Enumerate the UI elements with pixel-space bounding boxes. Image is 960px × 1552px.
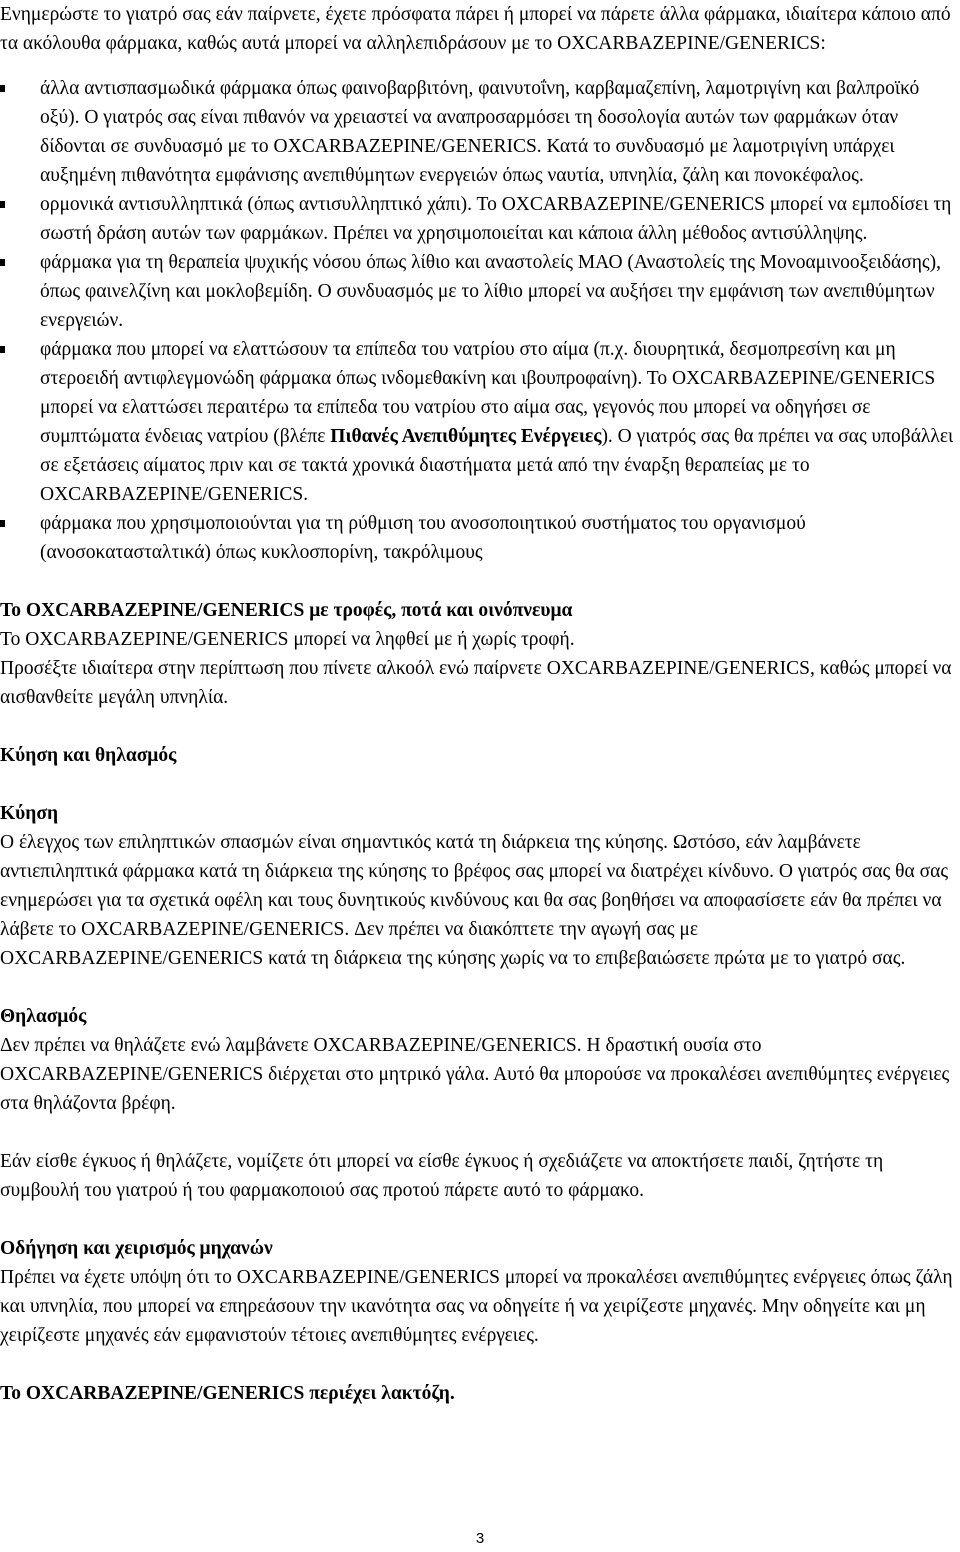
- list-item-text: φάρμακα που χρησιμοποιούνται για τη ρύθμιση του ανοσοποιητικού συστήματος του οργανισμού (ανοσοκατασταλτικά) όπως κυκλοσπορίνη, τακρόλιμους: [40, 513, 806, 563]
- breastfeeding-section: [0, 1002, 958, 1118]
- square-bullet-icon: [0, 259, 5, 266]
- list-item: [0, 74, 958, 190]
- list-item-text: φάρμακα που μπορεί να ελαττώσουν τα επίπεδα του νατρίου στο αίμα (π.χ. διουρητικά, δεσμοπρεσίνη και μη στεροειδή αντιφλεγμονώδη φάρμακα όπως ινδομεθακίνη και ιβουπροφαίνη). Το OXCARBAZEPINE/GENERICS μπορεί να ελαττώσει περαιτέρω τα επίπεδα του νατρίου στο αίμα σας, γεγονός που μπορεί να οδηγήσει σε συμπτώματα ένδειας νατρίου (βλέπε: [40, 339, 936, 447]
- breastfeeding-heading: Θηλασμός: [0, 1006, 87, 1027]
- list-item: [0, 509, 958, 567]
- lactose-statement: Το OXCARBAZEPINE/GENERICS περιέχει λακτόζη.: [0, 1383, 455, 1404]
- square-bullet-icon: [0, 520, 5, 527]
- square-bullet-icon: [0, 346, 5, 353]
- list-item-text: φάρμακα για τη θεραπεία ψυχικής νόσου όπως λίθιο και αναστολείς ΜΑΟ (Αναστολείς της Μονοαμινοοξειδάσης), όπως φαινελζίνη και μοκλοβεμίδη. Ο συνδυασμός με το λίθιο μπορεί να αυξήσει την εμφάνιση των ανεπιθύμητων ενεργειών.: [40, 252, 942, 331]
- pregnancy-section: [0, 799, 958, 973]
- list-item-text: άλλα αντισπασμωδικά φάρμακα όπως φαινοβαρβιτόνη, φαινυτοΐνη, καρβαμαζεπίνη, λαμοτριγίνη και βαλπροϊκό οξύ). Ο γιατρός σας είναι πιθανόν να χρειαστεί να αναπροσαρμόσει τη δοσολογία αυτών των φαρμάκων όταν δίδονται σε συνδυασμό με το OXCARBAZEPINE/GENERICS. Κατά το συνδυασμό με λαμοτριγίνη υπάρχει αυξημένη πιθανότητα εμφάνισης ανεπιθύμητων ενεργειών όπως ναυτία, υπνηλία, ζάλη και πονοκέφαλος.: [40, 78, 920, 186]
- pregnancy-text: Ο έλεγχος των επιληπτικών σπασμών είναι σημαντικός κατά τη διάρκεια της κύησης. Ωστόσο, εάν λαμβάνετε αντιεπιληπτικά φάρμακα κατά τη διάρκεια της κύησης το βρέφος σας μπορεί να διατρέχει κίνδυνο. Ο γιατρός σας θα σας ενημερώσει για τα σχετικά οφέλη και τους δυνητικούς κινδύνους και θα σας βοηθήσει να αποφασίσετε εάν θα πρέπει να λάβετε το OXCARBAZEPINE/GENERICS. Δεν πρέπει να διακόπτετε την αγωγή σας με OXCARBAZEPINE/GENERICS κατά τη διάρκεια της κύησης χωρίς να το επιβεβαιώσετε πρώτα με το γιατρό σας.: [0, 832, 949, 969]
- food-line-2: Προσέξτε ιδιαίτερα στην περίπτωση που πίνετε αλκοόλ ενώ παίρνετε OXCARBAZEPINE/GENERICS, καθώς μπορεί να αισθανθείτε μεγάλη υπνηλία.: [0, 658, 952, 708]
- pregnancy-breastfeeding-heading: Κύηση και θηλασμός: [0, 745, 177, 766]
- list-item: [0, 190, 958, 248]
- square-bullet-icon: [0, 201, 5, 208]
- food-heading: Το OXCARBAZEPINE/GENERICS με τροφές, ποτά και οινόπνευμα: [0, 600, 573, 621]
- list-item-text-continued: ). Ο γιατρός σας θα πρέπει να σας υποβάλλει σε εξετάσεις αίματος πριν και σε τακτά χρονικά διαστήματα μετά από την έναρξη θεραπείας με το OXCARBAZEPINE/GENERICS.: [40, 426, 954, 505]
- side-effects-reference: Πιθανές Ανεπιθύμητες Ενέργειες: [330, 426, 602, 447]
- interaction-list: [0, 74, 958, 567]
- pregnancy-heading: Κύηση: [0, 803, 59, 824]
- breastfeeding-text: Δεν πρέπει να θηλάζετε ενώ λαμβάνετε OXCARBAZEPINE/GENERICS. Η δραστική ουσία στο OXCARBAZEPINE/GENERICS διέρχεται στο μητρικό γάλα. Αυτό θα μπορούσε να προκαλέσει ανεπιθύμητες ενέργειες στα θηλάζοντα βρέφη.: [0, 1035, 950, 1114]
- food-line-1: Το OXCARBAZEPINE/GENERICS μπορεί να ληφθεί με ή χωρίς τροφή.: [0, 629, 575, 650]
- driving-section: [0, 1234, 958, 1350]
- list-item-text: ορμονικά αντισυλληπτικά (όπως αντισυλληπτικό χάπι). Το OXCARBAZEPINE/GENERICS μπορεί να εμποδίσει τη σωστή δράση αυτών των φαρμάκων. Πρέπει να χρησιμοποιείται και κάποια άλλη μέθοδος αντισύλληψης.: [40, 194, 952, 244]
- list-item: [0, 248, 958, 335]
- advice-paragraph: Εάν είσθε έγκυος ή θηλάζετε, νομίζετε ότι μπορεί να είσθε έγκυος ή σχεδιάζετε να αποκτήσετε παιδί, ζητήστε τη συμβουλή του γιατρού ή του φαρμακοποιού σας προτού πάρετε αυτό το φάρμακο.: [0, 1151, 884, 1201]
- food-section: [0, 596, 958, 712]
- intro-paragraph: Ενημερώστε το γιατρό σας εάν παίρνετε, έχετε πρόσφατα πάρει ή μπορεί να πάρετε άλλα φάρμακα, ιδιαίτερα κάποιο από τα ακόλουθα φάρμακα, καθώς αυτά μπορεί να αλληλεπιδράσουν με το OXCARBAZEPINE/GENERICS:: [0, 4, 951, 54]
- square-bullet-icon: [0, 85, 5, 92]
- driving-text: Πρέπει να έχετε υπόψη ότι το OXCARBAZEPINE/GENERICS μπορεί να προκαλέσει ανεπιθύμητες ενέργειες όπως ζάλη και υπνηλία, που μπορεί να επηρεάσουν την ικανότητα σας να οδηγείτε ή να χειρίζεστε μηχανές. Μην οδηγείτε και μη χειρίζεστε μηχανές εάν εμφανιστούν τέτοιες ανεπιθύμητες ενέργειες.: [0, 1267, 953, 1346]
- driving-heading: Οδήγηση και χειρισμός μηχανών: [0, 1238, 273, 1259]
- page-number: 3: [475, 1530, 485, 1547]
- list-item: [0, 335, 958, 509]
